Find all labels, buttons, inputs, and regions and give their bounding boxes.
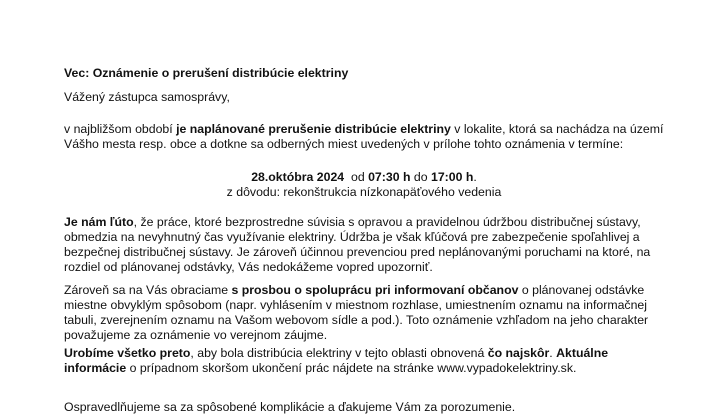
paragraph-restoration-info: Urobíme všetko preto, aby bola distribúcia elektriny v tejto oblasti obnovená čo najskôr. Aktuálne informácie o prípadnom skoršom ukončení prác nájdete na stránke www.vypadokelektriny.sk. bbox=[64, 346, 609, 375]
outage-date-time: 28.októbra 2024 od 07:30 h do 17:00 h. bbox=[251, 170, 477, 184]
letter-subject: Vec: Oznámenie o prerušení distribúcie elektriny bbox=[64, 66, 349, 80]
paragraph-cooperation-request: Zároveň sa na Vás obraciame s prosbou o spoluprácu pri informovaní občanov o plánovanej odstávke miestne obvyklým spôsobom (napr. vyhlásením v miestnom rozhlase, umiestnením oznamu na informačnej tabuli, zverejnením oznamu na Vašom webovom sídle a pod.). Toto oznámenie vzhľadom na jeho charakter považujeme za oznámenie vo verejnom záujme. bbox=[64, 283, 649, 342]
outage-reason: z dôvodu: rekonštrukcia nízkonapäťového vedenia bbox=[226, 185, 502, 199]
paragraph-outage-notice: v najbližšom období je naplánované prerušenie distribúcie elektriny v lokalite, ktorá sa nachádza na území Vášho mesta resp. obce a dotkne sa odberných miest uvedených v prílohe tohto oznámenia v termíne: bbox=[64, 122, 664, 151]
letter-closing: Ospravedlňujeme sa za spôsobené komplikácie a ďakujeme Vám za porozumenie. bbox=[64, 400, 516, 414]
paragraph-apology-maintenance: Je nám ľúto, že práce, ktoré bezprostredne súvisia s opravou a pravidelnou údržbou distribučnej sústavy, obmedzia na nevyhnutný čas využívanie elektriny. Údržba je však kľúčová pre zabezpečenie spoľahlivej a bezpečnej distribučnej sústavy. Je zároveň účinnou prevenciou pred neplánovanými poruchami na ktoré, na rozdiel od plánovanej odstávky, Vás nedokážeme vopred upozorniť. bbox=[64, 215, 651, 274]
letter-salutation: Vážený zástupca samosprávy, bbox=[64, 90, 230, 104]
outage-schedule bbox=[64, 170, 664, 200]
